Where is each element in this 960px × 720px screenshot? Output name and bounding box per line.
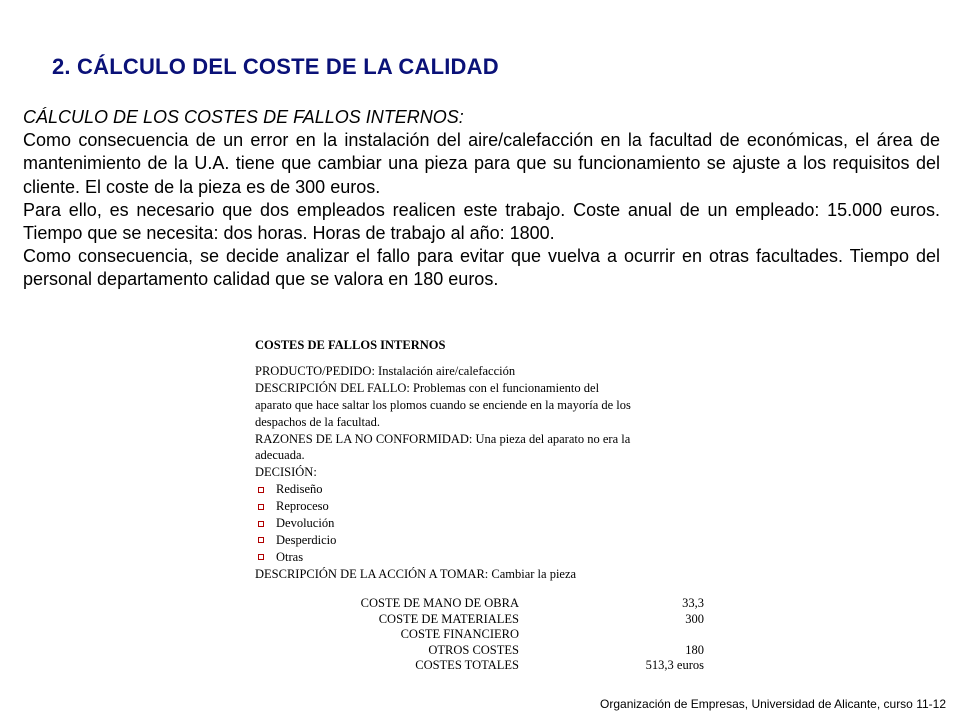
cost-value: 513,3 euros xyxy=(645,658,704,672)
cost-label: OTROS COSTES xyxy=(428,642,519,657)
form-line: DESCRIPCIÓN DEL FALLO: Problemas con el funcionamiento del xyxy=(255,380,600,395)
checkbox-icon xyxy=(258,537,264,543)
form-line: aparato que hace saltar los plomos cuando se enciende en la mayoría de los xyxy=(255,397,631,412)
table-row xyxy=(255,658,704,674)
internal-failure-cost-form xyxy=(255,337,715,583)
cost-label: COSTE DE MATERIALES xyxy=(378,611,519,626)
decision-option xyxy=(255,481,715,498)
slide-title: 2. CÁLCULO DEL COSTE DE LA CALIDAD xyxy=(52,54,499,79)
decision-option xyxy=(255,532,715,549)
table-row xyxy=(255,596,704,612)
cost-value: 180 xyxy=(685,642,704,657)
checkbox-icon xyxy=(258,521,264,527)
table-row xyxy=(255,627,704,643)
form-line: despachos de la facultad. xyxy=(255,414,380,429)
form-line: RAZONES DE LA NO CONFORMIDAD: Una pieza del aparato no era la xyxy=(255,431,631,446)
cost-table xyxy=(255,596,704,674)
paragraph-1: Como consecuencia de un error en la instalación del aire/calefacción en la facultad de económicas, el área de mantenimiento de la U.A. tiene que cambiar una pieza para que su funcionamiento se ajuste a los requisitos del cliente. El coste de la pieza es de 300 euros. xyxy=(23,130,940,197)
cost-label: COSTE DE MANO DE OBRA xyxy=(360,596,519,610)
form-line: adecuada. xyxy=(255,448,305,463)
cost-value: 33,3 xyxy=(682,596,704,610)
checkbox-icon xyxy=(258,487,264,493)
paragraph-3: Como consecuencia, se decide analizar el fallo para evitar que vuelva a ocurrir en otras facultades. Tiempo del personal departamento calidad que se valora en 180 euros. xyxy=(23,246,940,290)
decision-option xyxy=(255,515,715,532)
table-row xyxy=(255,612,704,628)
decision-option-label: Otras xyxy=(276,549,304,564)
table-row xyxy=(255,643,704,659)
cost-label: COSTES TOTALES xyxy=(415,658,519,672)
cost-value xyxy=(519,627,704,643)
paragraph-2: Para ello, es necesario que dos empleados realicen este trabajo. Coste anual de un empleado: 15.000 euros. Tiempo que se necesita: dos horas. Horas de trabajo al año: 1800. xyxy=(23,199,940,244)
decision-options xyxy=(255,481,715,566)
form-line: PRODUCTO/PEDIDO: Instalación aire/calefacción xyxy=(255,363,516,378)
decision-option-label: Rediseño xyxy=(276,482,323,497)
action-description: DESCRIPCIÓN DE LA ACCIÓN A TOMAR: Cambiar la pieza xyxy=(255,566,577,581)
form-line: DECISIÓN: xyxy=(255,465,317,480)
body-text xyxy=(23,106,940,292)
checkbox-icon xyxy=(258,504,264,510)
cost-label: COSTE FINANCIERO xyxy=(400,627,519,641)
decision-option xyxy=(255,549,715,566)
cost-value: 300 xyxy=(685,611,704,626)
decision-option-label: Reproceso xyxy=(276,499,329,514)
section-subheading: CÁLCULO DE LOS COSTES DE FALLOS INTERNOS: xyxy=(23,107,464,127)
decision-option-label: Desperdicio xyxy=(276,532,337,547)
footer-credit: Organización de Empresas, Universidad de Alicante, curso 11-12 xyxy=(600,697,946,711)
decision-option xyxy=(255,498,715,515)
decision-option-label: Devolución xyxy=(276,516,335,531)
checkbox-icon xyxy=(258,554,264,560)
form-title: COSTES DE FALLOS INTERNOS xyxy=(255,338,446,352)
